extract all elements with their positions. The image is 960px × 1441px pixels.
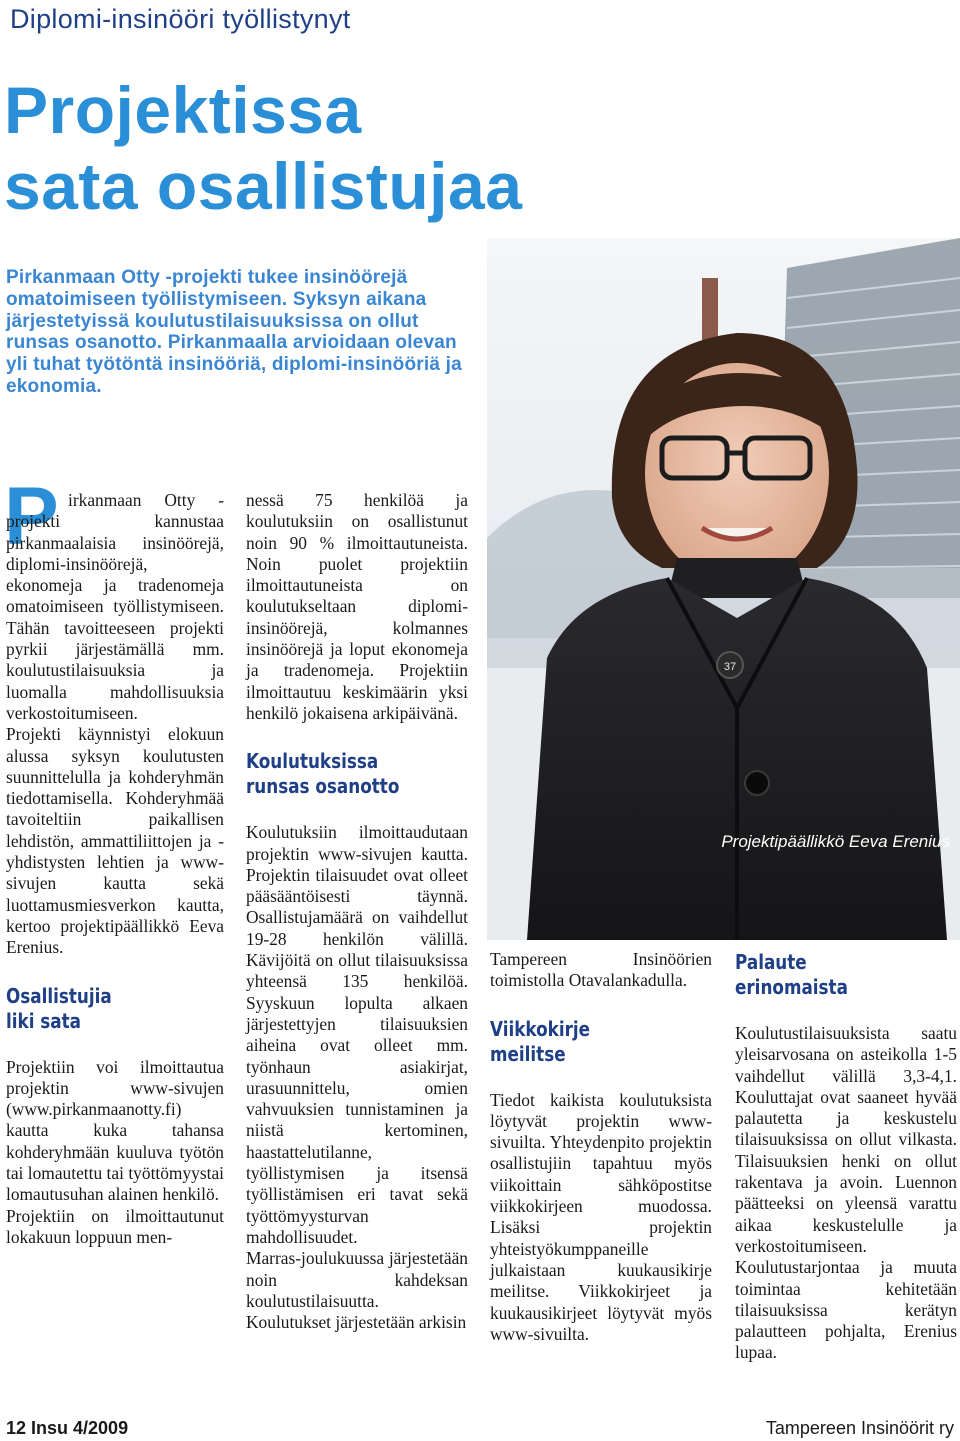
photo-caption: Projektipäällikkö Eeva Erenius <box>721 832 950 851</box>
column1-para-4: Projektiin on ilmoittautunut lokakuun loppuun men- <box>6 1205 224 1247</box>
headline-line-1: Projektissa <box>4 73 362 147</box>
section-label: Diplomi-insinööri työllistynyt <box>10 4 351 34</box>
column1-para-3: Projektiin voi ilmoittautua projektin www-sivujen (www.pirkanmaanotty.fi) kautta kuka tahansa kohderyhmään kuuluva työtön tai lomautettu tai työttömyystai lomautusuhan alainen henkilö. <box>6 1056 224 1205</box>
footer-page-info: 12 Insu 4/2009 <box>6 1418 129 1438</box>
column3-para-1: Tampereen Insinöörien toimistolla Otavalankadulla. <box>490 949 712 991</box>
headline-line-2: sata osallistujaa <box>4 149 523 223</box>
column1-para-2: Projekti käynnistyi elokuun alussa syksyn koulutusten suunnittelulla ja kohderyhmän tiedottamisella. Kohderyhmää tavoiteltiin paikallisen lehdistön, ammattiliittojen ja -yhdistysten lehtien ja www-sivujen kautta sekä luottamusmiesverkon kautta, kertoo projektipäällikkö Eeva Erenius. <box>6 724 224 958</box>
column2-para-3: Marras-joulukuussa järjestetään noin kahdeksan koulutustilaisuutta. Koulutukset järjestetään arkisin <box>246 1248 468 1333</box>
headline <box>4 72 664 224</box>
lead-paragraph: Pirkanmaan Otty -projekti tukee insinöörejä omatoimiseen työllistymiseen. Syksyn aikana järjestetyissä koulutustilaisuuksissa on ollut runsas osanotto. Pirkanmaalla arvioidaan olevan yli tuhat työtöntä insinööriä, diplomi-insinööriä ja ekonomia. <box>6 267 462 397</box>
column2-para-1: nessä 75 henkilöä ja koulutuksiin on osallistunut noin 90 % ilmoittautuneista. Noin puolet projektiin ilmoittautuneista on koulutukseltaan diplomi-insinöörejä, kolmannes insinöörejä ja loput ekonomeja ja tradenomeja. Projektiin ilmoittautuu keskimäärin yksi henkilö jokaisena arkipäivänä. <box>246 490 468 723</box>
column-1 <box>6 490 224 1248</box>
coat-button <box>745 771 769 795</box>
column2-subhead: Koulutuksissa runsas osanotto <box>246 749 400 799</box>
column3-subhead: Viikkokirje meilitse <box>490 1016 591 1066</box>
column1-intro: irkanmaan Otty -projekti kannustaa pirkanmaalaisia insinöörejä, diplomi-insinöörejä, ekonomeja ja tradenomeja omatoimiseen työllistymiseen. Tähän tavoitteeseen projekti pyrkii järjestämällä mm. koulutustilaisuuksia ja luomalla mahdollisuuksia verkostoitumiseen. <box>6 490 224 723</box>
column-2 <box>246 490 468 1333</box>
column2-para-2: Koulutuksiin ilmoittaudutaan projektin www-sivujen kautta. Projektin tilaisuudet ovat olleet pääsääntöisesti täynnä. Osallistujamäärä on vaihdellut 19-28 henkilön välillä. Kävijöitä on ollut tilaisuuksissa yhteensä 135 henkilöä. Syyskuun lopulta alkaen järjestettyjen tilaisuuksien aiheina ovat olleet mm. työnhaun asiakirjat, urasuunnittelu, omien vahvuuksien tunnistaminen ja niistä kertominen, haastattelutilanne, työllistymisen ja itsensä työllistämisen eri tavat sekä työttömyysturvan mahdollisuudet. <box>246 822 468 1247</box>
column3-para-2: Tiedot kaikista koulutuksista löytyvät projektin www-sivuilta. Yhteydenpito projektin osallistujiin tapahtuu myös viikoittain sähköpostitse viikkokirjeen muodossa. Lisäksi projektin yhteistyökumppaneille julkaistaan kuukausikirje meilitse. Viikkokirjeet ja kuukausikirjeet löytyvät myös www-sivuilta. <box>490 1089 712 1344</box>
column4-subhead: Palaute erinomaista <box>735 950 848 999</box>
badge-text: 37 <box>723 661 737 673</box>
column1-subhead: Osallistujia liki sata <box>6 983 112 1033</box>
column-3 <box>490 949 712 1345</box>
column-4 <box>735 950 957 1364</box>
drop-cap: P <box>4 471 59 562</box>
footer-publisher: Tampereen Insinöörit ry <box>765 1418 954 1438</box>
column4-para-1: Koulutustilaisuuksista saatu yleisarvosana on asteikolla 1-5 vaihdellut välillä 3,3-4,1. Kouluttajat ovat saaneet hyvää palautetta ja keskustelu tilaisuuksissa on ollut vilkasta. Tilaisuuksien henki on ollut rakentava ja avoin. Luennon päätteeksi on yleensä varattu aikaa keskustelulle ja verkostoitumiseen. Koulutustarjontaa ja muuta toimintaa kehitetään tilaisuuksissa kerätyn palautteen pohjalta, Erenius lupaa. <box>735 1023 957 1363</box>
